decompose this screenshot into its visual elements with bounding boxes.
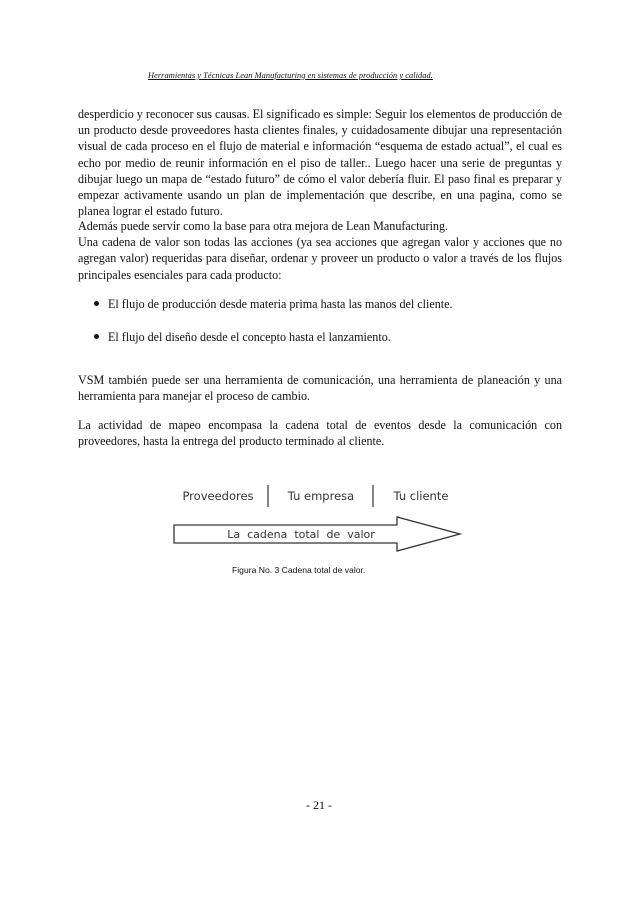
list-item xyxy=(78,329,562,345)
running-header: Herramientas y Técnicas Lean Manufacturing en sistemas de producción y calidad. xyxy=(148,71,433,80)
paragraph-text: La actividad de mapeo encompasa la cadena total de eventos desde la comunicación con proveedores, hasta la entrega del producto terminado al cliente. xyxy=(78,418,562,449)
paragraph-text: VSM también puede ser una herramienta de comunicación, una herramienta de planeación y una herramienta para manejar el proceso de cambio. xyxy=(78,373,562,404)
bullet-icon xyxy=(94,334,99,339)
paragraph-text: Una cadena de valor son todas las acciones (ya sea acciones que agregan valor y acciones que no agregan valor) requeridas para diseñar, ordenar y proveer un producto o valor a través de los flujos principales esenciales para cada producto: xyxy=(78,235,562,282)
page-number: - 21 - xyxy=(306,798,332,812)
paragraph-text: Además puede servir como la base para otra mejora de Lean Manufacturing. xyxy=(78,219,449,233)
paragraph-mapping-activity xyxy=(78,417,562,449)
paragraph-vsm-tool xyxy=(78,372,562,404)
stage-label-suppliers: Proveedores xyxy=(182,489,254,503)
stage-label-company: Tu empresa xyxy=(287,489,355,503)
arrow-label: La cadena total de valor xyxy=(227,528,375,541)
list-item xyxy=(78,296,562,312)
list-item-text: El flujo de producción desde materia prima hasta las manos del cliente. xyxy=(108,297,453,311)
paragraph-value-chain xyxy=(78,218,562,283)
stage-label-customer: Tu cliente xyxy=(393,489,449,503)
list-item-text: El flujo del diseño desde el concepto hasta el lanzamiento. xyxy=(108,330,391,344)
bullet-icon xyxy=(94,301,99,306)
bullet-list xyxy=(78,296,562,362)
paragraph-text: desperdicio y reconocer sus causas. El significado es simple: Seguir los elementos de producción de un producto desde proveedores hasta clientes finales, y cuidadosamente dibujar una representación visual de cada proceso en el flujo de material e información “esquema de estado actual”, el cual es echo por medio de reunir información en el piso de taller.. Luego hacer una serie de preguntas y dibujar luego un mapa de “estado futuro” de cómo el valor debería fluir. El paso final es preparar y empezar activamente usando un plan de implementación que describe, en una pagina, como se planea lograr el estado futuro. xyxy=(78,107,562,219)
figure-caption: Figura No. 3 Cadena total de valor. xyxy=(232,565,366,575)
paragraph-vsm-definition xyxy=(78,106,562,219)
value-chain-diagram xyxy=(173,480,463,562)
